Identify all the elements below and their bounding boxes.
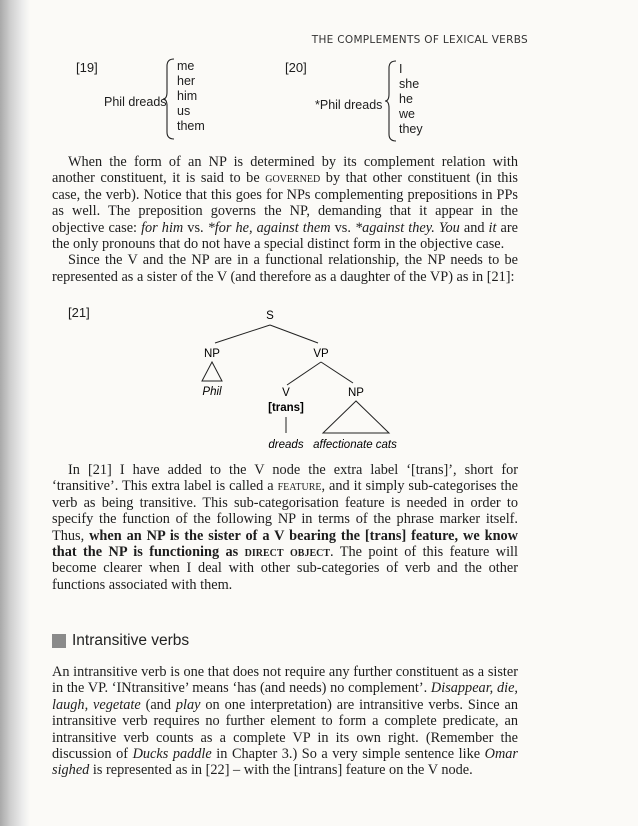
tree-node-s: S [266,310,274,322]
tree-feature-trans: [trans] [268,402,304,414]
tree-node-vp: VP [313,348,329,360]
section-square-icon [52,634,66,648]
example-20-number: [20] [285,60,307,75]
section-title: Intransitive verbs [72,632,190,649]
paragraph-feature: In [21] I have added to the V node the extra label ‘[trans]’, short for ‘transitive’. This extra label is called a feature, and it simply sub-categorises the verb as being transitive. This sub-categorisation feature is needed in order to specify the function of the following NP in terms of the phrase marker itself. Thus, when an NP is the sister of a V bearing the [trans] feature, we know that the NP is functioning as direct object. The point of this feature will become clearer when I deal with other sub-categories of verb and the other functions associated with them. [52,462,519,593]
pronoun-item: me [177,59,195,73]
pronoun-item: we [399,107,415,121]
pronoun-item: I [399,62,403,76]
tree-node-np-object: NP [348,387,364,399]
example-19-lead: Phil dreads [104,95,167,109]
example-20-brace [384,60,398,142]
paragraph-intransitive: An intransitive verb is one that does not require any further constituent as a sister in the VP. ‘INtransitive’ means ‘has (and needs) no complement’. Disappear, die, laugh, vegetate (and play on one interpretation) are intransitive verbs. Since an intransitive verb requires no further element to form a complete predicate, an intransitive verb counts as a complete VP in its own right. (Remember the discussion of Ducks paddle in Chapter 3.) So a very simple sentence like Omar sighed is represented as in [22] – with the [intrans] feature on the V node. [52,664,519,779]
tree-node-v: V [282,387,290,399]
tree-leaf-cats: affectionate cats [313,439,397,451]
example-21-number: [21] [68,305,90,320]
tree-leaf-phil: Phil [202,386,222,398]
term-direct-object: direct object [244,544,331,561]
pronoun-item: he [399,92,413,106]
pronoun-item: her [177,74,196,88]
pronoun-item: she [399,77,420,91]
pronoun-item: them [177,119,205,133]
running-header: THE COMPLEMENTS OF LEXICAL VERBS [311,34,528,46]
tree-triangle-np [202,362,222,381]
pronoun-item: him [177,89,198,103]
page-gutter-shadow [0,0,30,826]
paragraph-government: When the form of an NP is determined by its complement relation with another constituent, it is said to be governed by that other constituent (in this case, the verb). Notice that this goes for NPs complementing prepositions in PPs as well. The preposition governs the NP, demanding that it appear in the objective case: for him vs. *for he, against them vs. *against they. You and it are the only pronouns that do not have a special distinct form in the objective case. Since the V and the NP are in a functional relationship, the NP needs to be represented as a sister of the V (and therefore as a daughter of the VP) as in [21]: [52,154,518,285]
tree-triangle-np-object [323,401,389,433]
tree-node-np: NP [204,348,220,360]
tree-leaf-dreads: dreads [268,439,304,451]
example-19-pronoun-list [177,59,205,134]
example-19-brace [162,58,176,140]
paragraph-sisterhood: Since the V and the NP are in a functional relationship, the NP needs to be represented as a sister of the V (and therefore as a daughter of the VP) as in [21]: [52,252,518,285]
example-20-lead: *Phil dreads [315,98,383,112]
example-20-pronoun-list [399,62,423,137]
pronoun-item: they [399,122,423,136]
pronoun-item: us [177,104,191,118]
term-feature: feature [277,478,322,495]
term-governed: governed [265,170,321,187]
example-21-syntax-tree [180,305,420,455]
section-heading [52,632,189,650]
example-19-number: [19] [76,60,98,75]
